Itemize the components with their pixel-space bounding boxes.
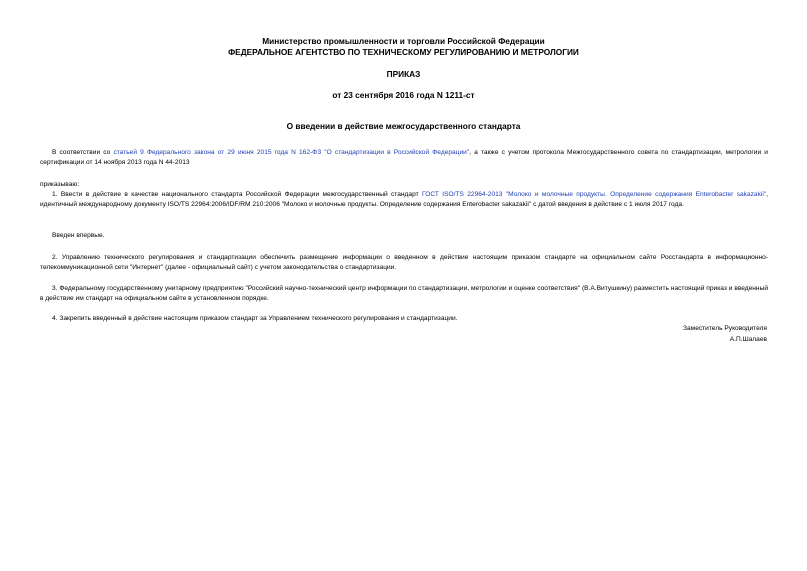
agency-heading: ФЕДЕРАЛЬНОЕ АГЕНТСТВО ПО ТЕХНИЧЕСКОМУ РЕГУЛИРОВАНИЮ И МЕТРОЛОГИИ bbox=[228, 47, 579, 57]
signature-position: Заместитель Руководителя bbox=[683, 325, 767, 332]
item-1-text-start: 1. Ввести в действие в качестве национального стандарта Российской Федерации межгосударственный стандарт bbox=[52, 191, 422, 198]
signature-name: А.П.Шалаев bbox=[729, 336, 767, 343]
intro-text-end: , а также с учетом протокола Межгосударственного совета по стандартизации, метрологии и сертификации от 14 ноября 2013 года N 44-2013 bbox=[40, 149, 768, 167]
intro-text-start: В соответствии со bbox=[52, 149, 114, 156]
item-2-paragraph bbox=[40, 253, 768, 273]
document-type: ПРИКАЗ bbox=[386, 69, 421, 79]
ministry-heading: Министерство промышленности и торговли Российской Федерации bbox=[262, 36, 545, 46]
item-3-paragraph bbox=[40, 284, 768, 304]
introduced-first-paragraph bbox=[40, 231, 768, 241]
order-word: приказываю: bbox=[40, 181, 80, 188]
item-1-paragraph bbox=[40, 190, 768, 210]
law-link[interactable]: статьей 9 Федерального закона от 29 июня 2015 года N 162-ФЗ "О стандартизации в Российской Федерации" bbox=[113, 149, 470, 156]
document-date-number: от 23 сентября 2016 года N 1211-ст bbox=[332, 90, 475, 100]
item-3-text: 3. Федеральному государственному унитарному предприятию "Российский научно-технический центр информации по стандартизации, метрологии и оценке соответствия" (В.А.Витушкину) разместить настоящий приказ и введенный в действие им стандарт на официальном сайте в установленном порядке. bbox=[40, 285, 768, 303]
standard-link[interactable]: ГОСТ ISO/TS 22964-2013 "Молоко и молочные продукты. Определение содержания Enterobacter sakazakii" bbox=[422, 191, 767, 198]
item-1-text-end: , идентичный международному документу ISO/TS 22964:2006/IDF/RM 210:2006 "Молоко и молочные продукты. Определение содержания Enterobacter sakazakii" с датой введения в действие с 1 июля 2017 года. bbox=[40, 191, 769, 209]
introduced-first-text: Введен впервые. bbox=[52, 232, 105, 239]
document-title: О введении в действие межгосударственного стандарта bbox=[286, 121, 521, 131]
item-2-text: 2. Управлению технического регулирования и стандартизации обеспечить размещение информации о введенном в действие настоящим приказом стандарте на официальном сайте Росстандарта в информационно-телекоммуникационной сети "Интернет" (далее - официальный сайт) с учетом законодательства о стандартизации. bbox=[40, 254, 768, 272]
intro-paragraph bbox=[40, 148, 768, 168]
item-4-text: 4. Закрепить введенный в действие настоящим приказом стандарт за Управлением технического регулирования и стандартизации. bbox=[52, 315, 458, 322]
item-4-paragraph bbox=[40, 314, 768, 324]
